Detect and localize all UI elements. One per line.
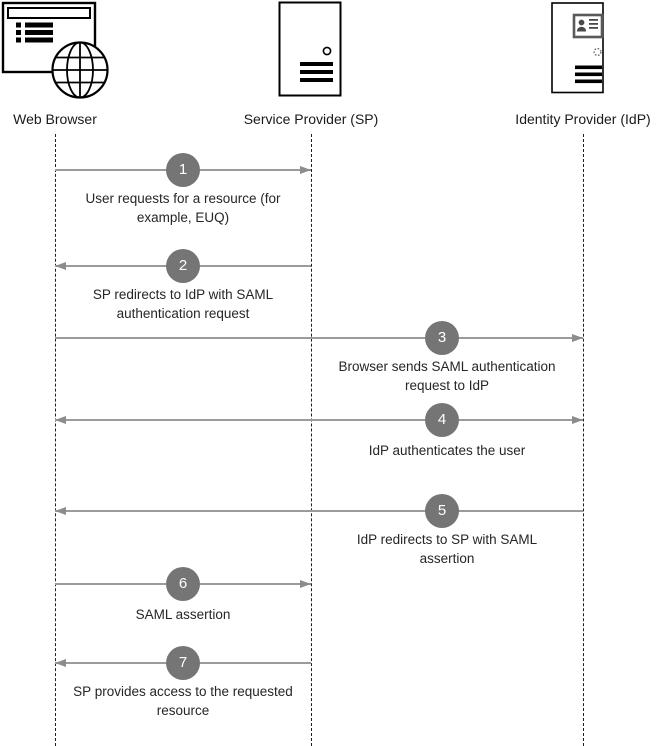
step-number-badge <box>425 403 459 437</box>
step-number: 4 <box>437 411 447 428</box>
message-line <box>55 337 583 339</box>
arrowhead-left-icon <box>55 262 66 270</box>
arrowhead-left-icon <box>55 659 66 667</box>
arrowhead-left-icon <box>55 507 66 515</box>
step-number-badge <box>425 494 459 528</box>
message-label: IdP redirects to SP with SAML assertion <box>356 532 538 566</box>
arrowhead-left-icon <box>55 416 66 424</box>
step-number: 1 <box>178 161 188 178</box>
step-number: 6 <box>178 575 188 592</box>
actor-label-identity-provider: Identity Provider (IdP) <box>515 111 651 127</box>
server-icon <box>278 1 342 97</box>
message-label: SP provides access to the requested resource <box>73 684 293 718</box>
step-number: 3 <box>437 329 447 346</box>
message-label: Browser sends SAML authentication request to IdP <box>338 359 556 393</box>
arrowhead-right-icon <box>572 334 583 342</box>
message-label: User requests for a resource (for example, EUQ) <box>85 191 281 225</box>
step-number: 5 <box>437 502 447 519</box>
arrowhead-right-icon <box>300 166 311 174</box>
step-number: 7 <box>178 654 188 671</box>
step-number-badge <box>166 249 200 283</box>
lifeline-identity-provider <box>583 134 584 746</box>
message-line <box>55 510 583 512</box>
server-id-card-icon <box>551 2 605 94</box>
message-label: SP redirects to IdP with SAML authentication request <box>92 287 274 321</box>
arrowhead-right-icon <box>300 580 311 588</box>
arrowhead-right-icon <box>572 416 583 424</box>
lifeline-web-browser <box>55 134 56 746</box>
step-number: 2 <box>178 257 188 274</box>
browser-globe-icon <box>0 0 112 102</box>
step-number-badge <box>166 646 200 680</box>
actor-label-service-provider: Service Provider (SP) <box>243 111 379 127</box>
actor-label-web-browser: Web Browser <box>13 111 97 127</box>
lifeline-service-provider <box>311 134 312 746</box>
step-number-badge <box>425 321 459 355</box>
step-number-badge <box>166 567 200 601</box>
message-label: SAML assertion <box>135 607 231 622</box>
message-label: IdP authenticates the user <box>368 443 526 458</box>
message-line <box>55 419 583 421</box>
step-number-badge <box>166 153 200 187</box>
